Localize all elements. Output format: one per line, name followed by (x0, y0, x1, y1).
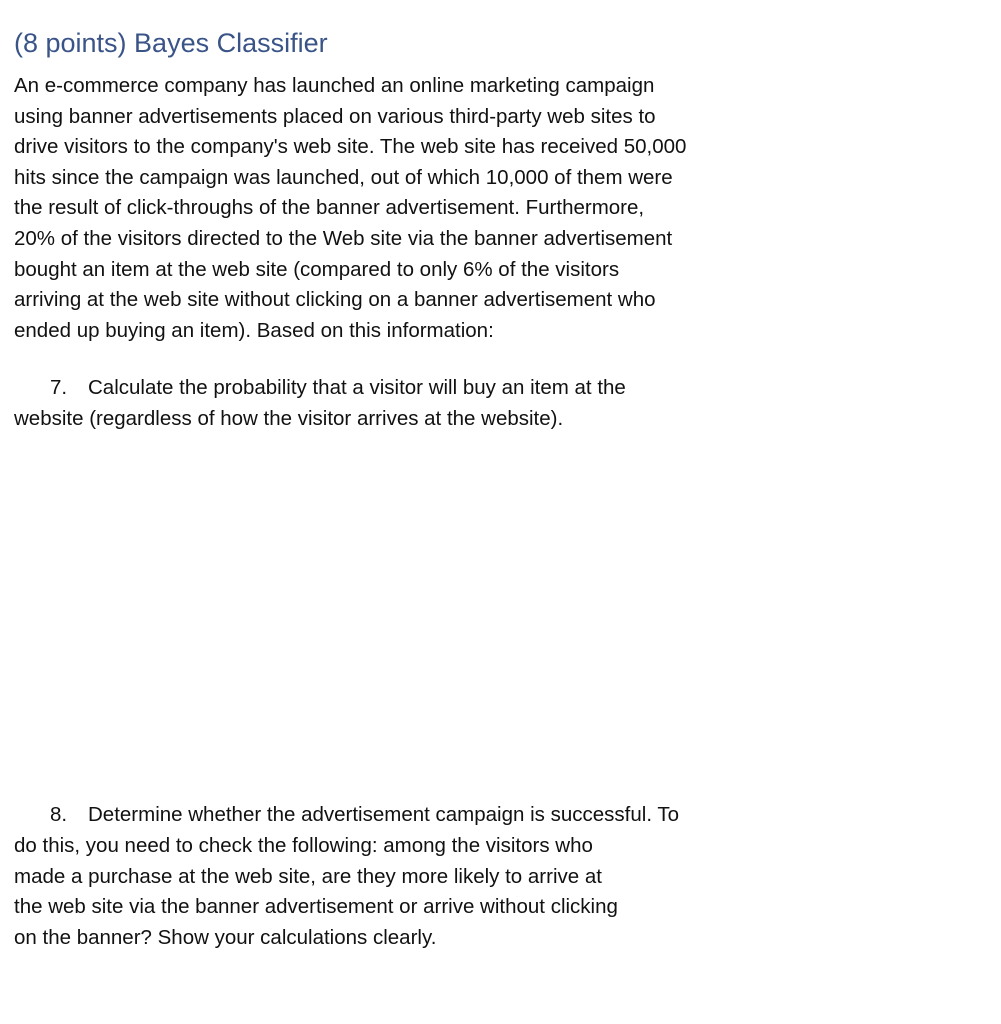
question-8 (14, 800, 784, 954)
question-7 (14, 373, 784, 435)
intro-line: arriving at the web site without clicking on a banner advertisement who (14, 288, 656, 312)
intro-line: 20% of the visitors directed to the Web site via the banner advertisement (14, 226, 673, 250)
question-text: Determine whether the advertisement campaign is successful. To (88, 803, 679, 826)
intro-line: the result of click-throughs of the banner advertisement. Furthermore, (14, 196, 645, 220)
question-8-line: the web site via the banner advertisement or arrive without clicking (14, 895, 618, 919)
problem-statement (14, 71, 784, 346)
intro-line: An e-commerce company has launched an online marketing campaign (14, 74, 655, 97)
question-8-line: do this, you need to check the following: among the visitors who (14, 833, 593, 857)
intro-line: ended up buying an item). Based on this information: (14, 318, 494, 342)
question-7-line: website (regardless of how the visitor arrives at the website). (14, 406, 564, 430)
intro-line: drive visitors to the company's web site. The web site has received 50,000 (14, 135, 687, 159)
question-text: Calculate the probability that a visitor will buy an item at the (88, 376, 626, 399)
question-7-line (14, 373, 784, 404)
intro-line: hits since the campaign was launched, out of which 10,000 of them were (14, 165, 673, 189)
intro-line: using banner advertisements placed on various third-party web sites to (14, 104, 656, 128)
question-8-line (14, 800, 784, 831)
document-title: (8 points) Bayes Classifier (14, 28, 328, 58)
question-8-line: made a purchase at the web site, are they more likely to arrive at (14, 864, 602, 888)
question-number: 8. (50, 803, 68, 826)
question-number: 7. (50, 376, 68, 399)
intro-line: bought an item at the web site (compared to only 6% of the visitors (14, 257, 620, 281)
question-8-line: on the banner? Show your calculations clearly. (14, 926, 437, 950)
